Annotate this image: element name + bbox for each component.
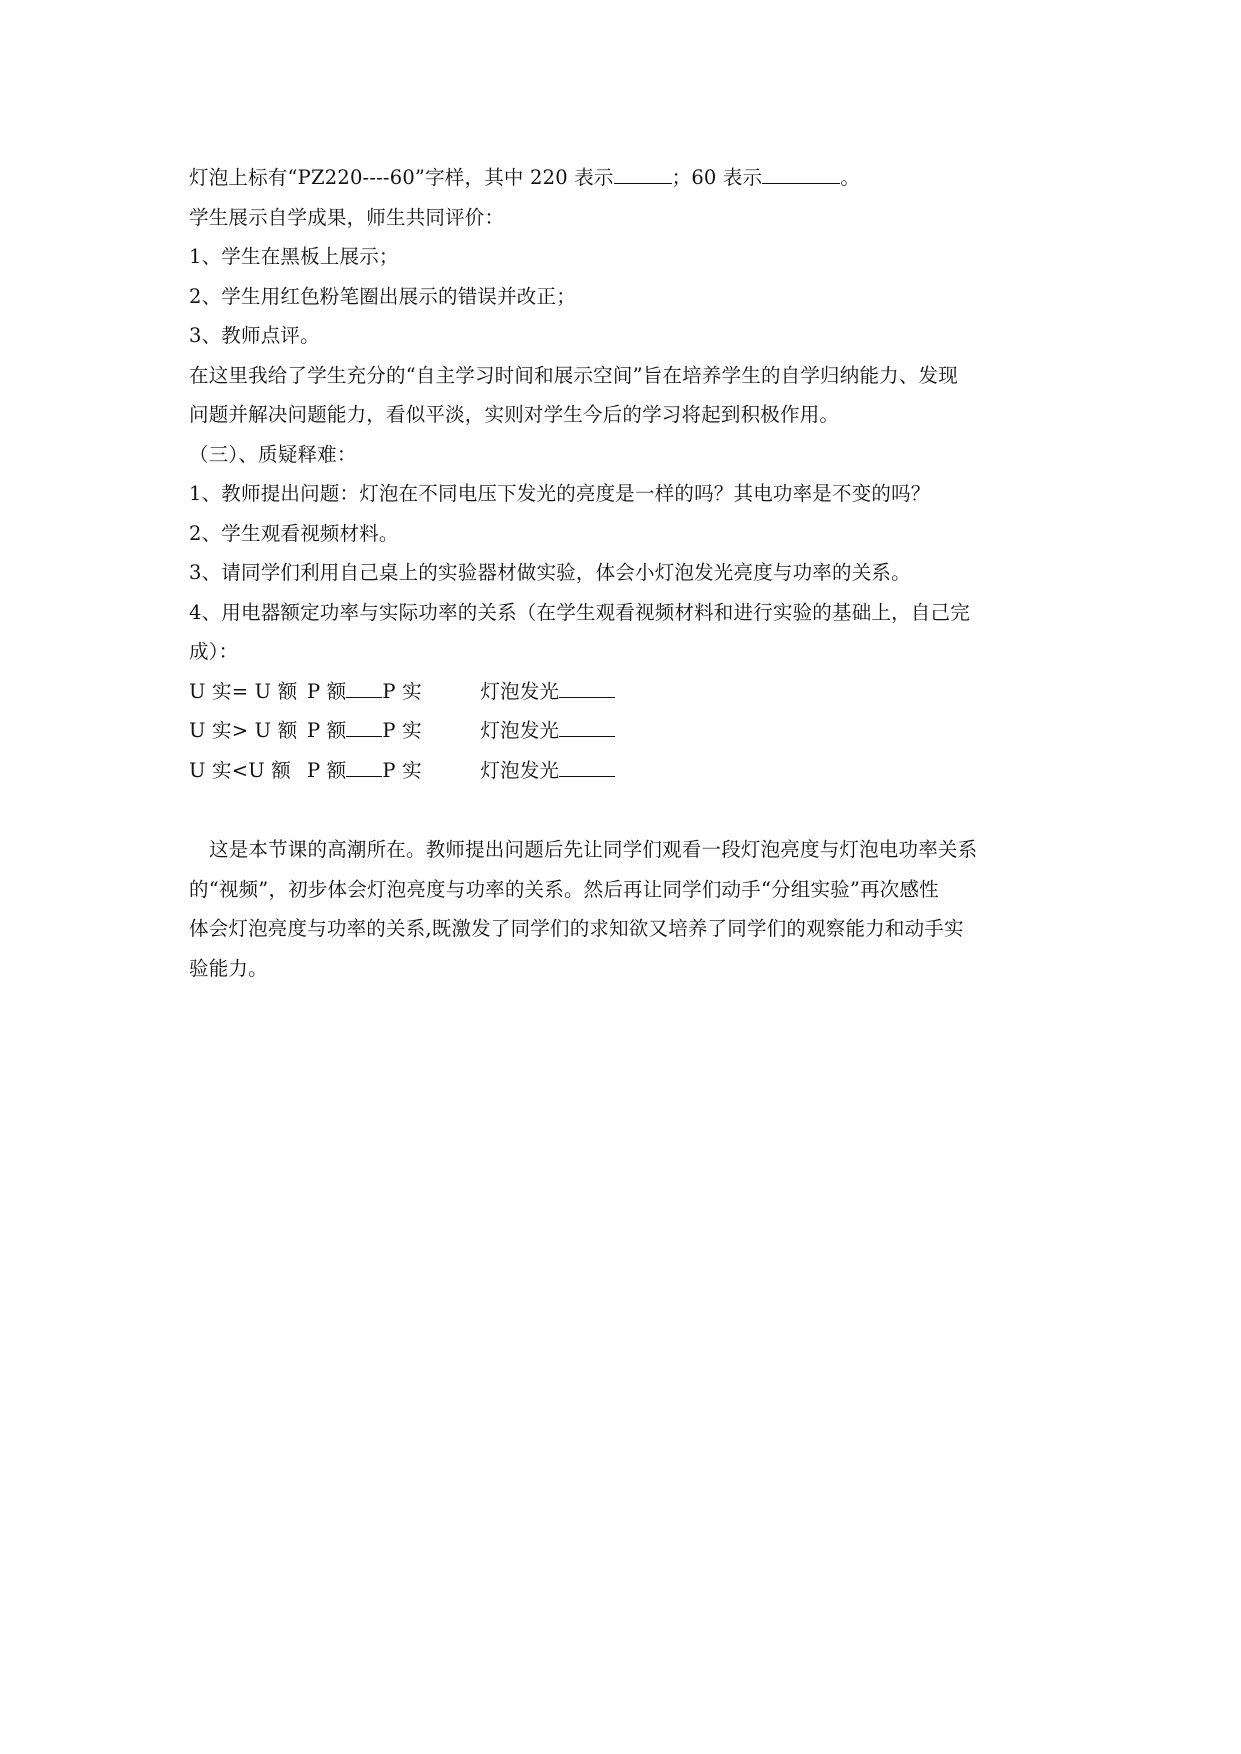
text-line: 1、教师提出问题：灯泡在不同电压下发光的亮度是一样的吗？其电功率是不变的吗？ — [189, 482, 931, 505]
text-line — [189, 158, 1059, 198]
text-line: 学生展示自学成果，师生共同评价： — [189, 205, 505, 229]
voltage-relation: U 实= U 额 — [189, 679, 298, 703]
document-body — [189, 158, 1059, 988]
voltage-relation: U 实> U 额 — [189, 719, 298, 742]
answer-blank — [559, 758, 615, 777]
answer-blank — [614, 165, 672, 184]
text-fragment: ；60 表示 — [671, 166, 763, 189]
text-line: 4、用电器额定功率与实际功率的关系（在学生观看视频材料和进行实验的基础上，自己完 — [189, 600, 970, 624]
answer-blank — [346, 718, 382, 737]
text-line: 这是本节课的高潮所在。教师提出问题后先让同学们观看一段灯泡亮度与灯泡电功率关系 — [209, 838, 978, 861]
section-heading: （三）、质疑释难： — [189, 442, 357, 466]
text-line: 问题并解决问题能力，看似平淡，实则对学生今后的学习将起到积极作用。 — [189, 403, 840, 426]
actual-power-label: P 实 — [382, 758, 422, 782]
relation-row — [189, 751, 1059, 791]
rated-power-label: P 额 — [307, 719, 347, 742]
answer-blank — [346, 679, 382, 698]
text-line: 成）： — [189, 640, 239, 663]
actual-power-label: P 实 — [382, 679, 422, 703]
text-line: 2、学生用红色粉笔圈出展示的错误并改正； — [189, 284, 576, 308]
paragraph-gap — [189, 790, 1059, 830]
light-label: 灯泡发光 — [480, 679, 560, 703]
answer-blank — [762, 165, 840, 184]
text-line: 3、请同学们利用自己桌上的实验器材做实验，体会小灯泡发光亮度与功率的关系。 — [189, 561, 911, 584]
text-fragment: 。 — [840, 166, 861, 189]
text-line: 体会灯泡亮度与功率的关系,既激发了同学们的求知欲又培养了同学们的观察能力和动手实 — [189, 917, 964, 940]
light-label: 灯泡发光 — [480, 758, 560, 782]
answer-blank — [559, 718, 615, 737]
text-line: 1、学生在黑板上展示； — [189, 245, 399, 268]
light-label: 灯泡发光 — [480, 719, 560, 742]
answer-blank — [346, 758, 382, 777]
relation-row — [189, 672, 1059, 712]
text-line: 在这里我给了学生充分的“自主学习时间和展示空间”旨在培养学生的自学归纳能力、发现 — [189, 363, 958, 387]
text-line: 2、学生观看视频材料。 — [189, 521, 399, 545]
text-fragment: 灯泡上标有“PZ220----60”字样，其中 220 表示 — [189, 166, 614, 189]
answer-blank — [559, 679, 615, 698]
voltage-relation: U 实<U 额 — [189, 758, 292, 782]
relation-row — [189, 711, 1059, 751]
rated-power-label: P 额 — [307, 679, 347, 703]
text-line: 验能力。 — [189, 956, 268, 980]
rated-power-label: P 额 — [307, 758, 347, 782]
text-line: 3、教师点评。 — [189, 324, 320, 347]
text-line: 的“视频”，初步体会灯泡亮度与功率的关系。然后再让同学们动手“分组实验”再次感性 — [189, 877, 939, 901]
actual-power-label: P 实 — [382, 719, 422, 742]
